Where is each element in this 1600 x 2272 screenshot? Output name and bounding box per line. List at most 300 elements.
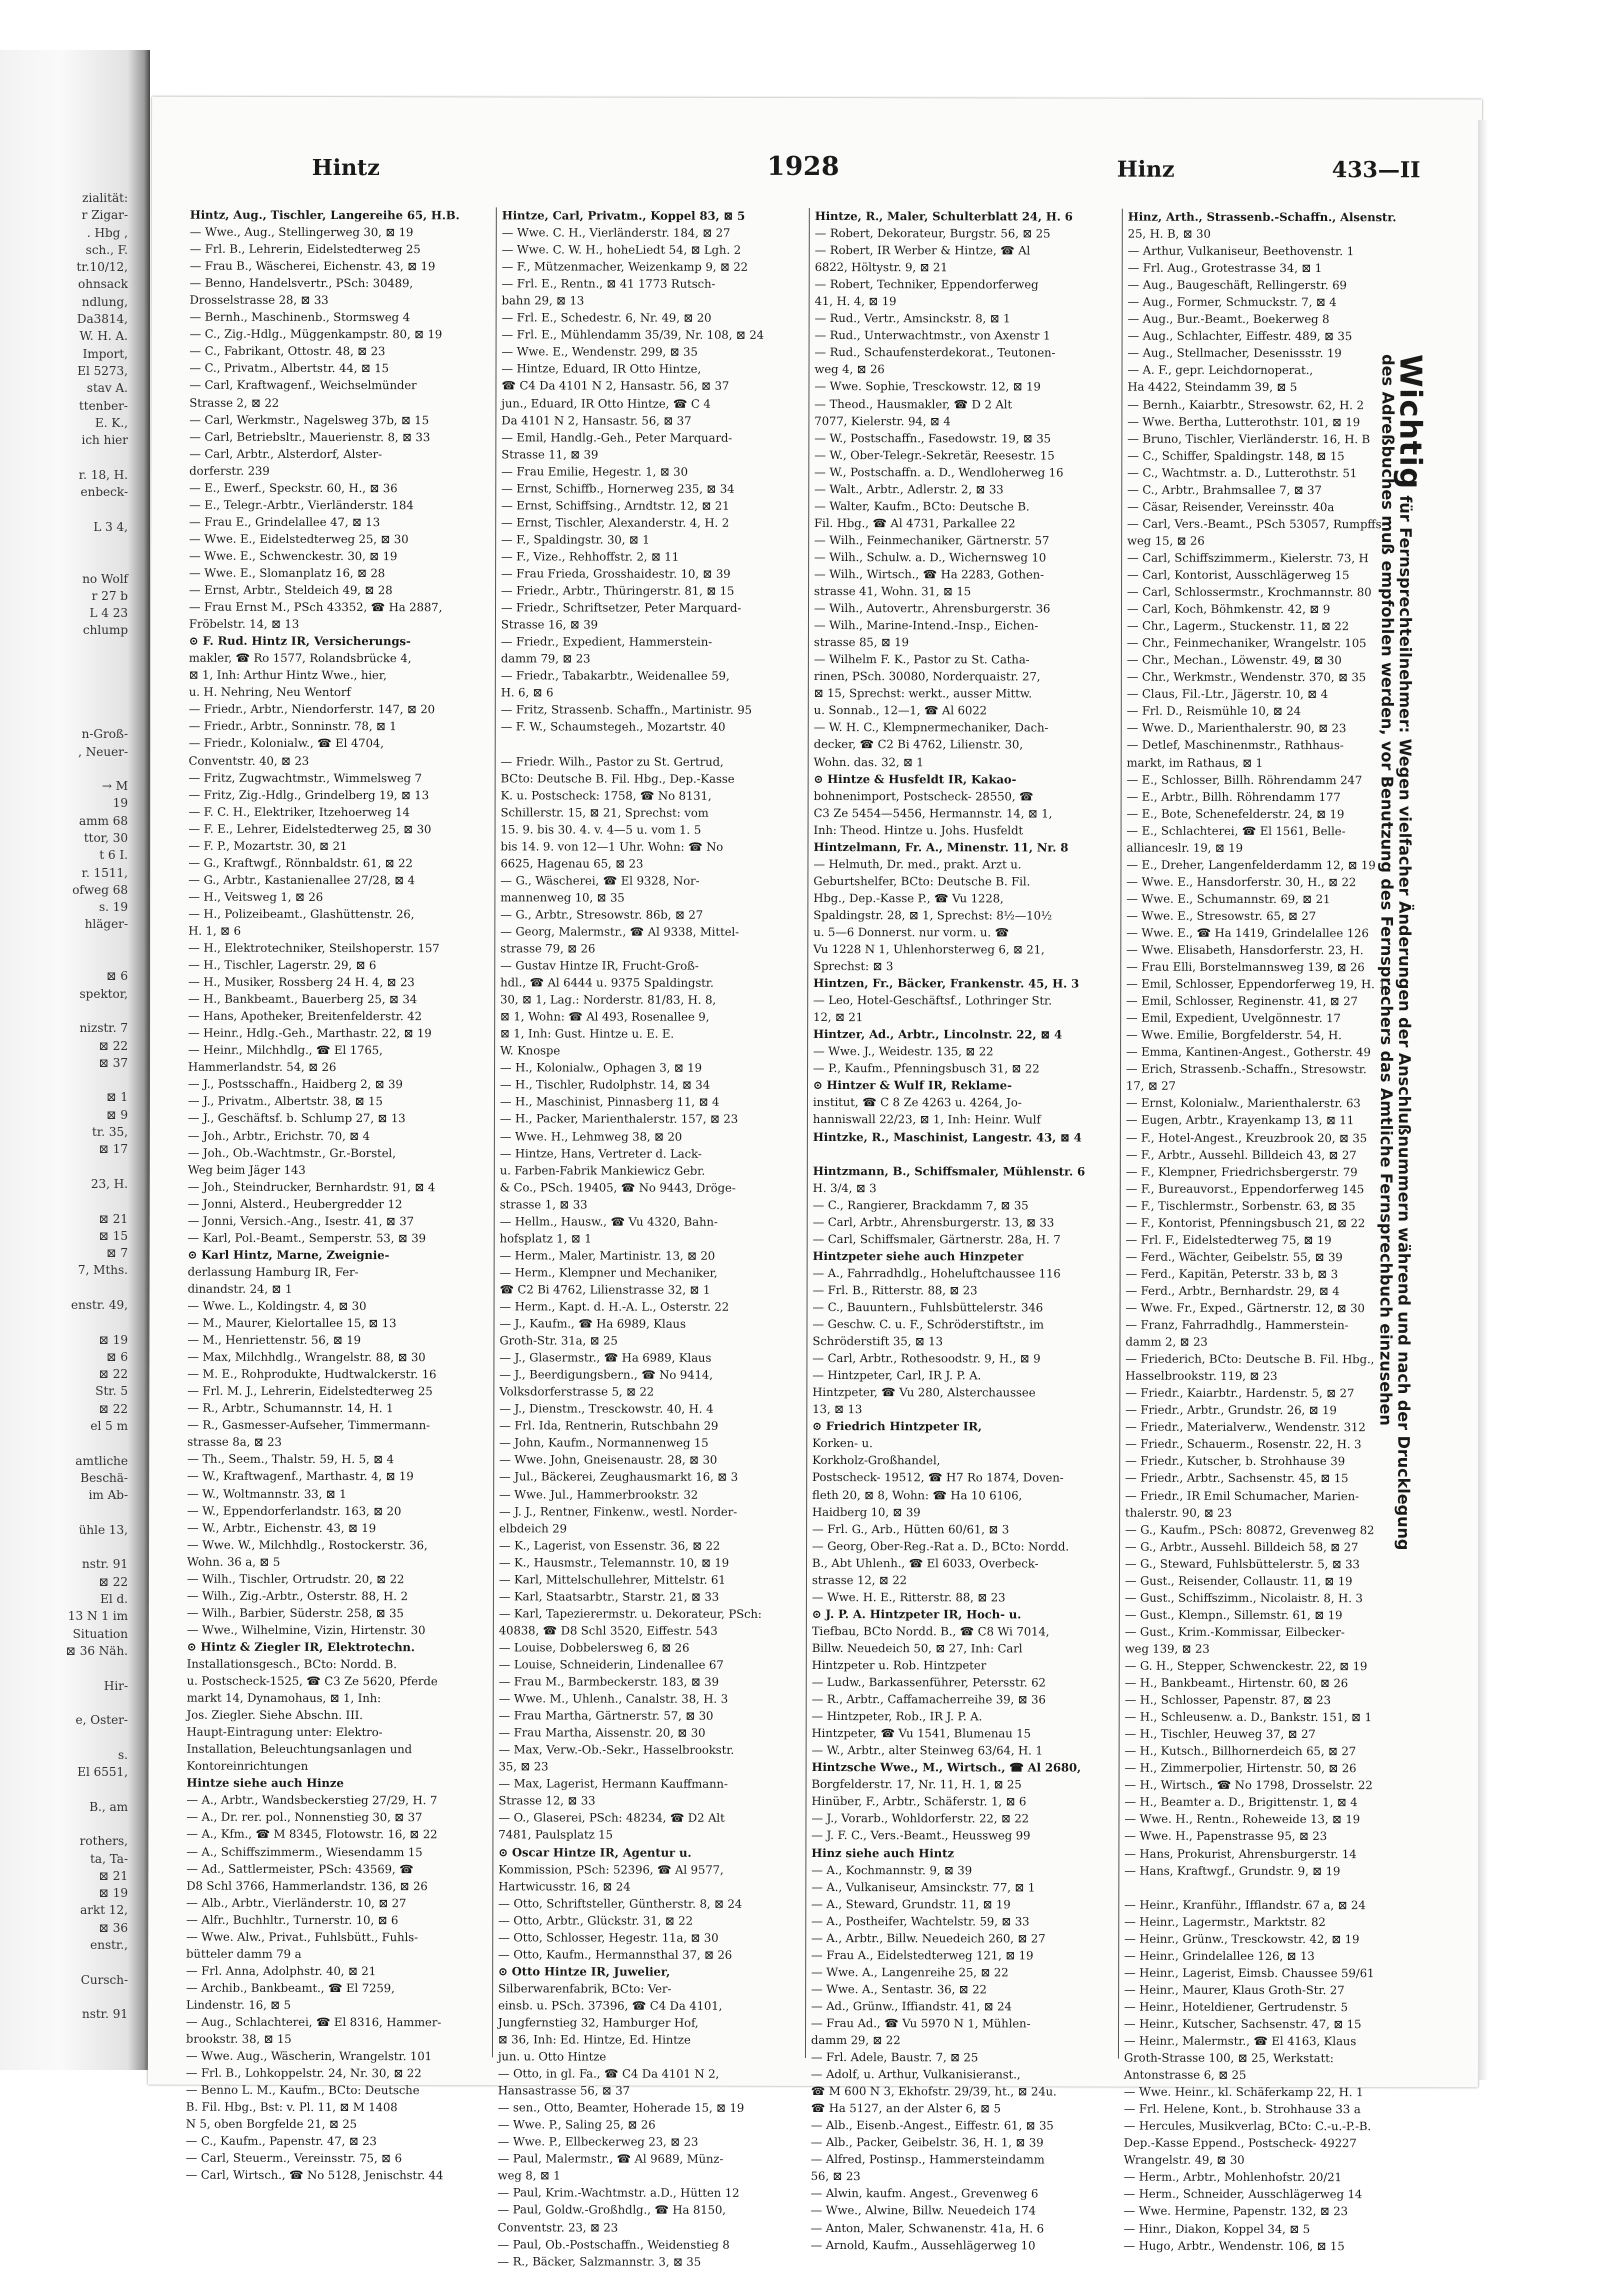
directory-entry-line: — Wwe. P., Saling 25, ⊠ 26 xyxy=(497,2117,656,2132)
directory-entry-line: — Wwe. J., Weidestr. 135, ⊠ 22 xyxy=(813,1044,994,1059)
facing-page-fragment xyxy=(0,1816,128,1833)
directory-entry-line: 17, ⊠ 27 xyxy=(1125,1079,1176,1094)
directory-entry-line: — E., Telegr.-Arbtr., Vierländerstr. 184 xyxy=(189,497,414,512)
directory-entry-line xyxy=(501,736,799,754)
facing-page-fragment: ⊠ 9 xyxy=(106,1107,128,1122)
directory-entry-line: — Hintzpeter, Rob., IR J. P. A. xyxy=(811,1709,983,1724)
facing-page-fragment: chlump xyxy=(82,623,128,638)
directory-entry-line: — Wwe. A., Sentastr. 36, ⊠ 22 xyxy=(811,1981,987,1997)
facing-page-fragment: Cursch- xyxy=(80,1972,128,1987)
facing-page-fragment xyxy=(0,1314,128,1331)
facing-page-fragment: el 5 m xyxy=(90,1419,128,1434)
directory-entry-line: — W., Arbtr., Eichenstr. 43, ⊠ 19 xyxy=(187,1520,377,1535)
directory-entry-line: Hintzelmann, Fr. A., Minenstr. 11, Nr. 8 xyxy=(813,839,1069,855)
directory-entry-line: — Aug., Schlachter, Eiffestr. 489, ⊠ 35 xyxy=(1127,328,1353,344)
facing-page-fragment: Hir- xyxy=(103,1678,128,1693)
directory-entry-line: Haupt-Eintragung unter: Elektro- xyxy=(186,1724,383,1740)
directory-entry-line: — G., Arbtr., Aussehl. Billdeich 58, ⊠ 27 xyxy=(1125,1539,1359,1554)
directory-entry-line: u. Sonnab., 12—1, ☎ Al 6022 xyxy=(813,703,987,718)
directory-entry-line: — G. H., Stepper, Schwenckestr. 22, ⊠ 19 xyxy=(1124,1658,1368,1674)
directory-entry-line: H. 1, ⊠ 6 xyxy=(188,923,241,938)
entry-columns xyxy=(185,207,1430,2269)
directory-entry-line: — Wwe. H., Lehmweg 38, ⊠ 20 xyxy=(499,1128,683,1144)
directory-entry-line: — Benno L. M., Kaufm., BCto: Deutsche xyxy=(185,2082,420,2098)
directory-entry-line: ⊙ Karl Hintz, Marne, Zweignie- xyxy=(187,1247,390,1262)
directory-entry-line: — Herm., Maler, Martinistr. 13, ⊠ 20 xyxy=(499,1248,716,1263)
directory-entry-line: weg 15, ⊠ 26 xyxy=(1127,533,1205,548)
facing-page-fragment xyxy=(0,1695,128,1712)
directory-entry-line: — Joh., Arbtr., Erichstr. 70, ⊠ 4 xyxy=(187,1128,371,1143)
directory-entry-line: — Georg, Malermstr., ☎ Al 9338, Mittel- xyxy=(500,924,740,939)
directory-entry-line: — Alb., Packer, Geibelstr. 36, H. 1, ⊠ 39 xyxy=(810,2135,1044,2150)
directory-entry-line: — Adolf, u. Arthur, Vulkanisieranst., xyxy=(810,2067,1021,2082)
directory-entry-line: markt, im Rathaus, ⊠ 1 xyxy=(1126,755,1264,770)
directory-entry-line: — Louise, Schneiderin, Lindenallee 67 xyxy=(498,1657,724,1672)
directory-entry-line: ⊠ 36, Inh: Ed. Hintze, Ed. Hintze xyxy=(498,2032,691,2047)
directory-entry-line: — Gust., Schiffszimm., Nicolaistr. 8, H. 3 xyxy=(1124,1590,1363,1605)
directory-entry-line: — Jonni, Alsterd., Heubergredder 12 xyxy=(187,1196,403,1211)
directory-entry-line: weg 4, ⊠ 26 xyxy=(814,362,885,377)
directory-entry-line: — F., Klempner, Friedrichsbergerstr. 79 xyxy=(1125,1164,1358,1179)
directory-entry-line: Conventstr. 40, ⊠ 23 xyxy=(188,753,310,768)
directory-entry-line: — K., Hausmstr., Telemannstr. 10, ⊠ 19 xyxy=(499,1555,730,1570)
facing-page-fragment: nstr. 91 xyxy=(81,2007,128,2022)
directory-entry-line: Postscheck- 19512, ☎ H7 Ro 1874, Doven- xyxy=(812,1470,1064,1485)
facing-page-fragment xyxy=(0,709,128,726)
directory-entry-line: — C., Privatm., Albertstr. 44, ⊠ 15 xyxy=(189,361,390,376)
directory-entry-line: ☎ C2 Bi 4762, Lilienstrasse 32, ⊠ 1 xyxy=(499,1282,711,1297)
directory-entry-line: Strasse 2, ⊠ 22 xyxy=(189,395,280,410)
directory-entry-line: hanniswall 22/23, ⊠ 1, Inh: Heinr. Wulf xyxy=(812,1112,1041,1127)
directory-entry-line: ⊙ Hintz & Ziegler IR, Elektrotechn. xyxy=(186,1639,415,1655)
facing-page-fragment: Import, xyxy=(82,346,128,361)
directory-entry-line: — H., Kutsch., Billhornerdeich 65, ⊠ 27 xyxy=(1124,1743,1357,1759)
directory-entry-line: — Max, Milchhdlg., Wrangelstr. 88, ⊠ 30 xyxy=(187,1349,426,1365)
directory-entry-line: — Archib., Bankbeamt., ☎ El 7259, xyxy=(186,1980,395,1995)
directory-entry-line: — J., Postsschaffn., Haidberg 2, ⊠ 39 xyxy=(188,1077,403,1092)
directory-entry-line: Billw. Neuedeich 50, ⊠ 27, Inh: Carl xyxy=(811,1640,1023,1656)
facing-page-fragment xyxy=(0,1003,128,1020)
facing-page-fragment: rothers, xyxy=(79,1834,128,1849)
directory-entry-line: — Wwe. E., ☎ Ha 1419, Grindelallee 126 xyxy=(1126,925,1369,941)
directory-entry-line: — Wwe. W., Milchhdlg., Rostockerstr. 36, xyxy=(187,1537,428,1552)
directory-entry-line: — Frau M., Barmbeckerstr. 183, ⊠ 39 xyxy=(498,1674,719,1689)
directory-entry-line: — W., Postschaffn. a. D., Wendloherweg 16 xyxy=(814,464,1064,480)
directory-entry-line: — Rud., Unterwachtmstr., von Axenstr 1 xyxy=(814,328,1051,343)
directory-entry-line: — H., Bankbeamt., Bauerberg 25, ⊠ 34 xyxy=(188,991,418,1007)
directory-entry-line: — Heinr., Grindelallee 126, ⊠ 13 xyxy=(1124,1948,1315,1963)
facing-page-fragment: r Zigar- xyxy=(81,208,128,223)
facing-page-fragment: ⊠ 21 xyxy=(98,1868,128,1883)
directory-entry-line: — Ferd., Wächter, Geibelstr. 55, ⊠ 39 xyxy=(1125,1249,1343,1264)
directory-entry-line: — R., Arbtr., Schumannstr. 14, H. 1 xyxy=(187,1400,394,1416)
directory-entry-line: — Wwe. E., Slomanplatz 16, ⊠ 28 xyxy=(189,565,386,581)
directory-entry-line: — Wwe. Aug., Wäscherin, Wrangelstr. 101 xyxy=(185,2048,433,2064)
header-left-word: Hintz xyxy=(311,154,380,182)
directory-entry-line: — R., Gasmesser-Aufseher, Timmermann- xyxy=(187,1418,431,1433)
directory-entry-line: — Wwe., Alwine, Billw. Neuedeich 174 xyxy=(810,2203,1036,2218)
column-1 xyxy=(185,207,488,2183)
directory-entry-line: — Hintzpeter, Carl, IR J. P. A. xyxy=(812,1368,982,1383)
directory-entry-line: — R., Bäcker, Salzmannstr. 3, ⊠ 35 xyxy=(497,2253,702,2269)
directory-entry-line: — Geschw. C. u. F., Schröderstiftstr., im xyxy=(812,1317,1044,1332)
directory-entry-line: — A., Vulkaniseur, Amsinckstr. 77, ⊠ 1 xyxy=(811,1879,1036,1895)
directory-entry-line: — H., Tischler, Lagerstr. 29, ⊠ 6 xyxy=(188,957,377,973)
directory-entry-line: — Aug., Stellmacher, Desenissstr. 19 xyxy=(1127,346,1342,361)
directory-entry-line: mannenweg 10, ⊠ 35 xyxy=(500,890,625,905)
facing-page-fragment: L 4 23 xyxy=(89,606,128,621)
directory-entry-line: — Wwe. H., Papenstrasse 95, ⊠ 23 xyxy=(1124,1829,1328,1844)
directory-entry-line: — Wwe. Jul., Hammerbrookstr. 32 xyxy=(499,1486,699,1502)
directory-entry-line: — Carl, Schiffsmaler, Gärtnerstr. 28a, H. 7 xyxy=(812,1231,1061,1247)
directory-entry-line: — Carl, Kraftwagenf., Weichselmünder xyxy=(189,378,417,393)
directory-entry-line: Wohn. das. 32, ⊠ 1 xyxy=(813,754,924,769)
directory-entry-line: — Wwe. M., Uhlenh., Canalstr. 38, H. 3 xyxy=(498,1691,729,1706)
directory-page xyxy=(148,97,1482,2269)
directory-entry-line: — C., Schiffer, Spaldingstr. 148, ⊠ 15 xyxy=(1127,448,1345,463)
directory-entry-line: — Frl. D., Reismühle 10, ⊠ 24 xyxy=(1126,704,1301,719)
directory-entry-line: — Frl. B., Lehrerin, Eidelstedterweg 25 xyxy=(189,241,421,257)
directory-entry-line: Wrangelstr. 49, ⊠ 30 xyxy=(1123,2152,1245,2168)
directory-entry-line: — Aug., Bur.-Beamt., Boekerweg 8 xyxy=(1127,311,1330,327)
directory-entry-line: 15. 9. bis 30. 4. v. 4—5 u. vom 1. 5 xyxy=(500,822,702,837)
directory-entry-line: Hintze, R., Maler, Schulterblatt 24, H. 6 xyxy=(814,208,1073,224)
directory-entry-line: — Carl, Schlossermstr., Krochmannstr. 80 xyxy=(1127,584,1372,600)
directory-entry-line: — Carl, Steuerm., Vereinsstr. 75, ⊠ 6 xyxy=(185,2151,402,2166)
directory-entry-line: — Friedr., Arbtr., Niendorferstr. 147, ⊠ 20 xyxy=(188,702,436,717)
directory-entry-line: — Wwe. E., Hansdorferstr. 30, H., ⊠ 22 xyxy=(1126,874,1357,889)
facing-page-fragment xyxy=(0,1193,128,1210)
directory-entry-line: — Friedr., Expedient, Hammerstein- xyxy=(500,634,713,649)
directory-entry-line: — Wwe. H., Rentn., Roheweide 13, ⊠ 19 xyxy=(1124,1812,1361,1827)
facing-page-fragment: n-Groß- xyxy=(81,727,128,742)
directory-entry-line: — Wwe. Sophie, Tresckowstr. 12, ⊠ 19 xyxy=(814,379,1041,394)
directory-entry-line: — Wwe., Wilhelmine, Vizin, Hirtenstr. 30 xyxy=(186,1622,426,1638)
directory-entry-line: — G., Wäscherei, ☎ El 9328, Nor- xyxy=(500,873,700,888)
directory-entry-line: — Eugen, Arbtr., Krayenkamp 13, ⊠ 11 xyxy=(1125,1113,1355,1128)
directory-entry-line: — Friedr., Kolonialw., ☎ El 4704, xyxy=(188,736,384,751)
directory-entry-line: Conventstr. 23, ⊠ 23 xyxy=(497,2219,619,2235)
facing-page-fragment: ⊠ 19 xyxy=(98,1886,128,1901)
directory-entry-line: — Heinr., Grünw., Tresckowstr. 42, ⊠ 19 xyxy=(1124,1931,1360,1946)
directory-entry-line: markt 14, Dynamohaus, ⊠ 1, Inh: xyxy=(186,1690,382,1706)
directory-entry-line: ⊠ 15, Sprechst: werkt., ausser Mittw. xyxy=(813,686,1033,701)
directory-entry-line: — Friedr., IR Emil Schumacher, Marien- xyxy=(1125,1488,1360,1503)
directory-entry-line: — Karl, Tapezierermstr. u. Dekorateur, PSch: xyxy=(498,1606,762,1621)
directory-entry-line: 13, ⊠ 13 xyxy=(812,1402,863,1417)
facing-page-fragment: amm 68 xyxy=(79,813,128,828)
facing-page-fragment: ⊠ 22 xyxy=(98,1401,128,1416)
facing-page-fragment: amtliche xyxy=(75,1453,128,1468)
facing-page-fragment: s. 19 xyxy=(98,900,128,915)
directory-entry-line: — Wwe. Elisabeth, Hansdorferstr. 23, H. xyxy=(1126,942,1364,958)
facing-page-fragment: arkt 12, xyxy=(80,1903,128,1918)
directory-entry-line: — Wwe. Heinr., kl. Schäferkamp 22, H. 1 xyxy=(1123,2084,1364,2100)
directory-entry-line: — Gustav Hintze IR, Frucht-Groß- xyxy=(500,958,699,973)
directory-entry-line: — Gust., Krim.-Kommissar, Eilbecker- xyxy=(1124,1624,1345,1640)
directory-entry-line: — Wwe. E., Wendenstr. 299, ⊠ 35 xyxy=(501,344,698,360)
directory-entry-line: — M. E., Rohprodukte, Hudtwalckerstr. 16 xyxy=(187,1366,437,1382)
directory-entry-line: — Chr., Mechan., Löwenstr. 49, ⊠ 30 xyxy=(1126,652,1342,668)
facing-page-fragment: ⊠ 15 xyxy=(98,1228,128,1243)
directory-entry-line: — Emil, Schlosser, Reginenstr. 41, ⊠ 27 xyxy=(1126,993,1358,1009)
directory-entry-line: elbdeich 29 xyxy=(499,1520,567,1536)
directory-entry-line: — Arthur, Vulkaniseur, Beethovenstr. 1 xyxy=(1127,243,1355,259)
page-header xyxy=(192,151,1442,194)
directory-entry-line: — Carl, Arbtr., Rothesoodstr. 9, H., ⊠ 9 xyxy=(812,1351,1041,1366)
directory-entry-line: — Friedr., Arbtr., Thüringerstr. 81, ⊠ 15 xyxy=(501,583,735,598)
facing-page-fragment: hläger- xyxy=(84,917,128,932)
directory-entry-line: — Erich, Strassenb.-Schaffn., Stresowstr. xyxy=(1126,1061,1367,1077)
header-year: 1928 xyxy=(766,151,840,183)
facing-page-fragment xyxy=(0,1505,128,1522)
telephone-notice xyxy=(1376,354,1429,1854)
directory-entry-line: — Herm., Kapt. d. H.-A. L., Osterstr. 22 xyxy=(499,1299,730,1314)
directory-entry-line: institut, ☎ C 8 Ze 4263 u. 4264, Jo- xyxy=(812,1095,1022,1110)
directory-entry-line: — W., Ober-Telegr.-Sekretär, Reesestr. 15 xyxy=(814,447,1055,463)
directory-entry-line: ⊙ Otto Hintze IR, Juwelier, xyxy=(498,1964,671,1979)
directory-entry-line: — Wwe. Fr., Exped., Gärtnerstr. 12, ⊠ 30 xyxy=(1125,1300,1365,1316)
directory-entry-line: Groth-Strasse 100, ⊠ 25, Werkstatt: xyxy=(1123,2050,1334,2066)
directory-entry-line: — Frau E., Grindelallee 47, ⊠ 13 xyxy=(189,514,381,529)
directory-entry-line: — Ernst, Tischler, Alexanderstr. 4, H. 2 xyxy=(501,515,730,530)
directory-entry-line: — F., Spaldingstr. 30, ⊠ 1 xyxy=(501,532,650,547)
directory-entry-line: — Hans, Kraftwgf., Grundstr. 9, ⊠ 19 xyxy=(1124,1863,1341,1878)
directory-entry-line: — Wwe. Hermine, Papenstr. 132, ⊠ 23 xyxy=(1123,2204,1348,2219)
directory-entry-line: — Carl, Schiffszimmerm., Kielerstr. 73, H xyxy=(1127,550,1369,566)
directory-entry-line: — A., Schiffszimmerm., Wiesendamm 15 xyxy=(186,1844,423,1859)
directory-entry-line: — G., Steward, Fuhlsbüttelerstr. 5, ⊠ 33 xyxy=(1124,1556,1360,1571)
facing-page-fragment: stav A. xyxy=(86,381,128,396)
directory-entry-line: — Chr., Lagerm., Stuckenstr. 11, ⊠ 22 xyxy=(1126,618,1350,634)
directory-entry-line: Hintz, Aug., Tischler, Langereihe 65, H.B. xyxy=(189,207,460,223)
directory-entry-line: — E., Schlachterei, ☎ El 1561, Belle- xyxy=(1126,823,1346,838)
directory-entry-line: — C., Rangierer, Brackdamm 7, ⊠ 35 xyxy=(812,1197,1029,1213)
directory-entry-line: 30, ⊠ 1, Lag.: Norderstr. 81/83, H. 8, xyxy=(500,992,717,1007)
directory-entry-line: H. 3/4, ⊠ 3 xyxy=(812,1180,877,1195)
directory-entry-line: — A., Kfm., ☎ M 8345, Flotowstr. 16, ⊠ 22 xyxy=(186,1827,438,1842)
directory-entry-line: — Wwe. Bertha, Lutterothstr. 101, ⊠ 19 xyxy=(1127,414,1361,429)
directory-entry-line: Fil. Hbg., ☎ Al 4731, Parkallee 22 xyxy=(814,515,1016,531)
directory-entry-line: Hintzen, Fr., Bäcker, Frankenstr. 45, H. 3 xyxy=(813,976,1080,991)
facing-page-fragment xyxy=(0,657,128,674)
directory-entry-line: — Emma, Kantinen-Angest., Gotherstr. 49 xyxy=(1126,1044,1371,1060)
facing-page-fragment: nizstr. 7 xyxy=(79,1021,128,1036)
directory-entry-line: — G., Arbtr., Stresowstr. 86b, ⊠ 27 xyxy=(500,907,704,922)
directory-entry-line: Hintzpeter, ☎ Vu 1541, Blumenau 15 xyxy=(811,1726,1031,1741)
directory-entry-line: damm 79, ⊠ 23 xyxy=(500,651,591,666)
page-edge xyxy=(1478,120,1488,2080)
directory-entry-line: — Wilh., Tischler, Ortrudstr. 20, ⊠ 22 xyxy=(186,1571,405,1586)
facing-page-fragment: tr. 35, xyxy=(92,1125,128,1140)
directory-entry-line: — John, Kaufm., Normannenweg 15 xyxy=(499,1435,709,1451)
directory-entry-line: Dep.-Kasse Eppend., Postscheck- 49227 xyxy=(1123,2135,1357,2151)
directory-entry-line: Inh: Theod. Hintze u. Johs. Husfeldt xyxy=(813,822,1024,838)
directory-entry-line: — Carl, Werkmstr., Nagelsweg 37b, ⊠ 15 xyxy=(189,412,430,427)
facing-page-fragment: ttor, 30 xyxy=(83,830,128,845)
directory-entry-line: — Frl. M. J., Lehrerin, Eidelstedterweg 25 xyxy=(187,1383,433,1399)
directory-entry-line: — Ad., Grünw., Iffiandstr. 41, ⊠ 24 xyxy=(811,1998,1012,2014)
directory-entry-line: u. H. Nehring, Neu Wentorf xyxy=(188,685,351,700)
directory-entry-line: — Friedr., Arbtr., Grundstr. 26, ⊠ 19 xyxy=(1125,1402,1337,1418)
directory-entry-line: — Gust., Klempn., Sillemstr. 61, ⊠ 19 xyxy=(1124,1607,1343,1622)
directory-entry-line: — A., Steward, Grundstr. 11, ⊠ 19 xyxy=(811,1896,1011,1912)
directory-entry-line: — Cäsar, Reisender, Vereinsstr. 40a xyxy=(1127,499,1335,514)
facing-page-fragment: zialität: xyxy=(82,191,128,205)
directory-entry-line: — Heinr., Hdlg.-Geh., Marthastr. 22, ⊠ 19 xyxy=(188,1025,432,1041)
directory-entry-line: Hintze, Carl, Privatm., Koppel 83, ⊠ 5 xyxy=(501,208,746,223)
directory-entry-line: — F., Tischlermstr., Sorbenstr. 63, ⊠ 35 xyxy=(1125,1198,1356,1213)
facing-page-fragment: ta, Ta- xyxy=(90,1851,128,1866)
directory-entry-line: — Ernst, Kolonialw., Marienthalerstr. 63 xyxy=(1125,1096,1361,1111)
directory-entry-line: — J., Kaufm., ☎ Ha 6989, Klaus xyxy=(499,1316,686,1331)
directory-entry-line: — Otto, in gl. Fa., ☎ C4 Da 4101 N 2, xyxy=(497,2066,720,2081)
directory-entry-line: — Wwe. E., Schumannstr. 69, ⊠ 21 xyxy=(1126,891,1331,906)
facing-page-fragment: ⊠ 7 xyxy=(106,1246,128,1261)
directory-entry-line: 6625, Hagenau 65, ⊠ 23 xyxy=(500,856,644,871)
directory-entry-line: allianceslr. 19, ⊠ 19 xyxy=(1126,840,1243,855)
directory-entry-line: — Carl, Wirtsch., ☎ No 5128, Jenischstr. 44 xyxy=(185,2168,444,2183)
directory-entry-line: — H., Schleusenw. a. D., Bankstr. 151, ⊠ 1 xyxy=(1124,1709,1372,1725)
facing-page-fragment xyxy=(0,1729,128,1746)
directory-entry-line: — Herm., Arbtr., Mohlenhofstr. 20/21 xyxy=(1123,2170,1342,2185)
directory-entry-line: — Ferd., Kapitän, Peterstr. 33 b, ⊠ 3 xyxy=(1125,1266,1339,1282)
directory-entry-line: — H., Wirtsch., ☎ No 1798, Drosselstr. 22 xyxy=(1124,1777,1373,1793)
facing-page-fragment: t 6 I. xyxy=(99,848,128,863)
directory-entry-line: — Paul, Malermstr., ☎ Al 9689, Münz- xyxy=(497,2151,724,2167)
directory-entry-line: Hinz, Arth., Strassenb.-Schaffn., Alsenstr. xyxy=(1127,209,1397,225)
facing-page-fragment: ⊠ 17 xyxy=(98,1142,128,1157)
directory-entry-line: — A. F., gepr. Leichdornoperat., xyxy=(1127,363,1314,378)
directory-entry-line: — H., Veitsweg 1, ⊠ 26 xyxy=(188,889,324,904)
directory-entry-line: — Friedr., Arbtr., Sonninstr. 78, ⊠ 1 xyxy=(188,719,397,734)
facing-page-fragment: e, Oster- xyxy=(75,1713,128,1728)
directory-entry-line: Hansastrasse 56, ⊠ 37 xyxy=(497,2083,630,2098)
directory-entry-line: D8 Schl 3766, Hammerlandstr. 136, ⊠ 26 xyxy=(186,1878,428,1893)
directory-entry-line: Hintzmann, B., Schiffsmaler, Mühlenstr. 6 xyxy=(812,1163,1086,1179)
facing-page-fragment: no Wolf xyxy=(82,571,128,586)
directory-entry-line: — R., Arbtr., Caffamacherreihe 39, ⊠ 36 xyxy=(811,1692,1046,1707)
directory-entry-line: — Robert, IR Werber & Hintze, ☎ Al xyxy=(814,243,1031,258)
directory-entry-line: Borgfelderstr. 17, Nr. 11, H. 1, ⊠ 25 xyxy=(811,1777,1022,1792)
directory-entry-line: N 5, oben Borgfelde 21, ⊠ 25 xyxy=(185,2116,358,2132)
directory-entry-line: — Ernst, Schiffsing., Arndtstr. 12, ⊠ 21 xyxy=(501,498,730,513)
facing-page-fragment: W. H. A. xyxy=(79,329,128,344)
directory-entry-line: — Fritz, Zugwachtmstr., Wimmelsweg 7 xyxy=(188,770,423,785)
directory-entry-line: W. Knospe xyxy=(500,1043,561,1058)
directory-entry-line: rinen, PSch. 30080, Norderquaistr. 27, xyxy=(813,669,1041,684)
directory-entry-line: 35, ⊠ 23 xyxy=(498,1759,549,1774)
directory-entry-line: — Frau Elli, Borstelmannsweg 139, ⊠ 26 xyxy=(1126,959,1365,975)
directory-entry-line: ⊙ Friedrich Hintzpeter IR, xyxy=(812,1419,982,1434)
directory-entry-line: Lindenstr. 16, ⊠ 5 xyxy=(186,1997,292,2012)
directory-entry-line: dorferstr. 239 xyxy=(189,463,270,478)
directory-entry-line: — Hans, Apotheker, Breitenfelderstr. 42 xyxy=(188,1008,422,1024)
directory-entry-line: — W., Eppendorferlandstr. 163, ⊠ 20 xyxy=(187,1503,402,1518)
directory-entry-line: — Detlef, Maschinenmstr., Rathhaus- xyxy=(1126,738,1344,753)
facing-page-fragment xyxy=(0,761,128,778)
directory-entry-line: — Robert, Dekorateur, Burgstr. 56, ⊠ 25 xyxy=(814,226,1051,241)
directory-entry-line: — Wilh., Schulw. a. D., Wichernsweg 10 xyxy=(814,549,1047,565)
column-divider xyxy=(1118,209,1123,2059)
facing-page-fragment: ⊠ 22 xyxy=(98,1367,128,1382)
directory-entry-line: — Friedr., Arbtr., Sachsenstr. 45, ⊠ 15 xyxy=(1125,1471,1349,1486)
directory-entry-line: C3 Ze 5454—5456, Hermannstr. 14, ⊠ 1, xyxy=(813,805,1053,821)
directory-entry-line: — A., Dr. rer. pol., Nonnenstieg 30, ⊠ 37 xyxy=(186,1810,423,1825)
directory-entry-line: — Wwe. D., Marienthalerstr. 90, ⊠ 23 xyxy=(1126,721,1347,736)
directory-entry-line: thalerstr. 90, ⊠ 23 xyxy=(1125,1505,1232,1520)
directory-entry-line: — Friedr., Kutscher, b. Strohhause 39 xyxy=(1125,1454,1346,1469)
directory-entry-line: Jungfernstieg 32, Hamburger Hof, xyxy=(498,2015,699,2030)
directory-entry-line: ⊠ 1, Inh: Gust. Hintze u. E. E. xyxy=(500,1026,675,1041)
directory-entry-line: hdl., ☎ Al 6444 u. 9375 Spaldingstr. xyxy=(500,975,714,990)
directory-entry-line: K. u. Postscheck: 1758, ☎ No 8131, xyxy=(500,787,712,803)
directory-entry-line: — Paul, Ob.-Postschaffn., Weidenstieg 8 xyxy=(497,2236,730,2252)
directory-entry-line: makler, ☎ Ro 1577, Rolandsbrücke 4, xyxy=(188,650,412,666)
directory-entry-line: 12, ⊠ 21 xyxy=(813,1010,864,1025)
directory-entry-line: — Chr., Werkmstr., Wendenstr. 370, ⊠ 35 xyxy=(1126,669,1367,685)
facing-page-fragment: ttenber- xyxy=(78,398,128,413)
directory-entry-line: — Ferd., Arbtr., Bernhardstr. 29, ⊠ 4 xyxy=(1125,1283,1340,1299)
directory-entry-line: — Ernst, Arbtr., Steldeich 49, ⊠ 28 xyxy=(189,582,393,598)
directory-entry-line: — E., Arbtr., Billh. Röhrendamm 177 xyxy=(1126,789,1341,804)
directory-entry-line: — Bernh., Kaiarbtr., Stresowstr. 62, H. 2 xyxy=(1127,397,1364,412)
directory-entry-line: — Benno, Handelsvertr., PSch: 30489, xyxy=(189,275,414,291)
directory-entry-line: — G., Arbtr., Kastanienallee 27/28, ⊠ 4 xyxy=(188,872,416,887)
directory-entry-line: — Jul., Bäckerei, Zeughausmarkt 16, ⊠ 3 xyxy=(499,1469,739,1485)
directory-entry-line: BCto: Deutsche B. Fil. Hbg., Dep.-Kasse xyxy=(500,770,735,786)
directory-entry-line: — Wwe. E., Stresowstr. 65, ⊠ 27 xyxy=(1126,908,1317,923)
directory-entry-line: — Carl, Koch, Böhmkenstr. 42, ⊠ 9 xyxy=(1126,601,1331,617)
directory-entry-line: — Karl, Mittelschullehrer, Mittelstr. 61 xyxy=(498,1572,726,1587)
directory-entry-line: — Wwe. E., Schwenckestr. 30, ⊠ 19 xyxy=(189,548,398,564)
directory-entry-line: — W., Woltmannstr. 33, ⊠ 1 xyxy=(187,1486,347,1501)
directory-entry-line: — Aug., Former, Schmuckstr. 7, ⊠ 4 xyxy=(1127,294,1337,310)
directory-entry-line: — W. H. C., Klempnermechaniker, Dach- xyxy=(813,720,1049,735)
directory-entry-line: 56, ⊠ 23 xyxy=(810,2169,861,2184)
facing-page-fragment xyxy=(0,501,128,518)
facing-page-fragment: sch., F. xyxy=(85,242,128,257)
column-divider xyxy=(805,208,810,2058)
facing-page-fragment xyxy=(0,1072,128,1089)
facing-page-fragment: 19 xyxy=(112,796,128,811)
facing-page-fragment: → M xyxy=(101,779,128,794)
directory-entry-line: — Alwin, kaufm. Angest., Grevenweg 6 xyxy=(810,2186,1039,2201)
facing-page-fragment: ⊠ 36 Näh. xyxy=(65,1643,128,1658)
directory-entry-line: — Wilh., Zig.-Arbtr., Osterstr. 88, H. 2 xyxy=(186,1588,408,1603)
directory-entry-line: — A., Arbtr., Wandsbeckerstieg 27/29, H. 7 xyxy=(186,1793,438,1808)
directory-entry-line: — H., Kolonialw., Ophagen 3, ⊠ 19 xyxy=(500,1060,702,1076)
directory-entry-line: — Frl. B., Lohkoppelstr. 24, Nr. 30, ⊠ 22 xyxy=(185,2065,422,2081)
facing-page-fragment: ⊠ 6 xyxy=(106,969,128,984)
facing-page-fragment xyxy=(0,674,128,691)
directory-entry-line: — Carl, Vers.-Beamt., PSch 53057, Rumpffs- xyxy=(1127,516,1386,532)
directory-entry-line: — F. E., Lehrer, Eidelstedterweg 25, ⊠ 30 xyxy=(188,821,432,836)
directory-entry-line: — A., Fahrradhdlg., Hoheluftchaussee 116 xyxy=(812,1265,1061,1281)
column-4 xyxy=(1123,209,1397,2253)
directory-entry-line: — Otto, Kaufm., Hermannsthal 37, ⊠ 26 xyxy=(498,1947,733,1962)
directory-entry-line: — H., Elektrotechniker, Steilshoperstr. 157 xyxy=(188,940,440,956)
directory-entry-line: Hintzpeter, ☎ Vu 280, Alsterchaussee xyxy=(812,1385,1036,1400)
facing-page-fragment xyxy=(0,1159,128,1176)
directory-entry-line: — Hinr., Diakon, Koppel 34, ⊠ 5 xyxy=(1123,2221,1311,2236)
directory-entry-line: — Aug., Baugeschäft, Rellingerstr. 69 xyxy=(1127,277,1347,293)
directory-entry-line: — Wilh., Feinmechaniker, Gärtnerstr. 57 xyxy=(814,532,1050,548)
directory-entry-line: — Wwe. Alw., Privat., Fuhlsbütt., Fuhls- xyxy=(186,1929,419,1944)
directory-entry-line: — J., Vorarb., Wohldorferstr. 22, ⊠ 22 xyxy=(811,1811,1030,1826)
directory-entry-line: hofsplatz 1, ⊠ 1 xyxy=(499,1231,592,1246)
directory-entry-line: — W., Arbtr., alter Steinweg 63/64, H. 1 xyxy=(811,1743,1043,1758)
